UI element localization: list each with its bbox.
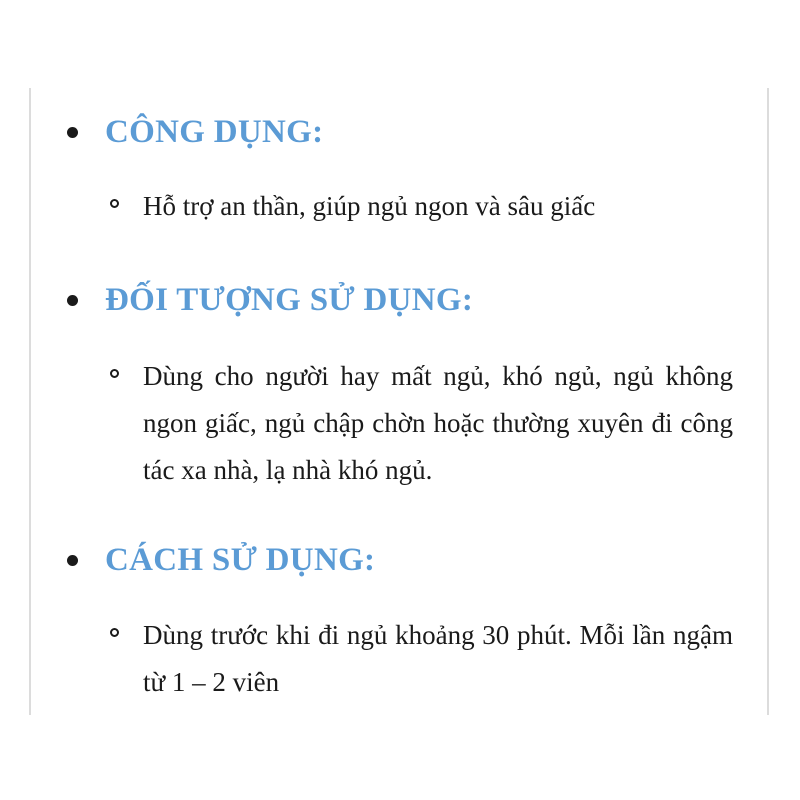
section-heading-row [0,112,800,152]
bullet-dot-icon [67,127,78,138]
bullet-dot-icon [67,555,78,566]
list-item-text: Dùng trước khi đi ngủ khoảng 30 phút. Mỗi lần ngậm từ 1 – 2 viên [143,620,733,697]
section-uses [0,112,800,152]
list-item-text: Dùng cho người hay mất ngủ, khó ngủ, ngủ không ngon giấc, ngủ chập chờn hoặc thường xuyên đi công tác xa nhà, lạ nhà khó ngủ. [143,361,733,485]
circle-bullet-icon [110,369,119,378]
section-heading-row [0,540,800,580]
list-item-text: Hỗ trợ an thần, giúp ngủ ngon và sâu giấc [143,191,596,221]
circle-bullet-icon [110,199,119,208]
circle-bullet-icon [110,628,119,637]
section-usage [0,540,800,580]
section-heading: CÁCH SỬ DỤNG: [105,542,376,578]
section-heading: CÔNG DỤNG: [105,114,324,150]
section-target-users [0,280,800,320]
section-heading: ĐỐI TƯỢNG SỬ DỤNG: [105,282,474,318]
bullet-dot-icon [67,295,78,306]
section-heading-row [0,280,800,320]
